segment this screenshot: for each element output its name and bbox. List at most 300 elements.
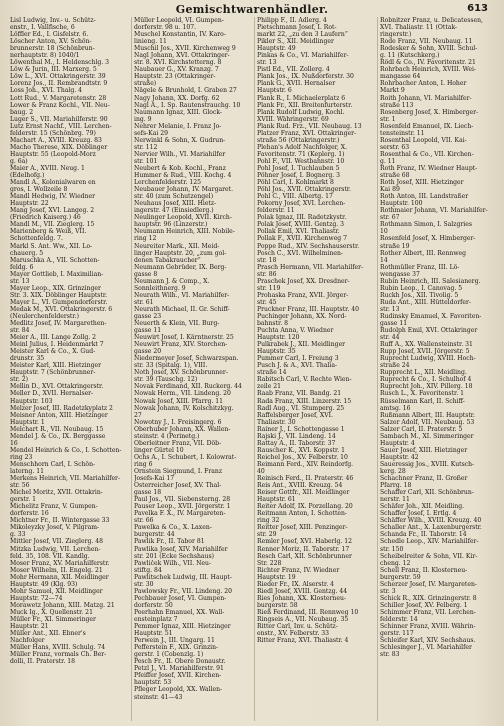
directory-entry: Rieder Fr., IX. Alserstr. 4: [257, 580, 334, 588]
directory-entry: Raffelsberger Josef, XVI.: [257, 411, 333, 419]
directory-entry: (Friedrich Kaiserg.) 46: [10, 214, 81, 222]
directory-entry: Rothmann Simon, I. Salzgries: [380, 221, 472, 229]
directory-column-3: [254, 17, 377, 721]
directory-entry: Pawliček Wilh., VII. Neu-: [134, 559, 212, 567]
directory-entry: 40: [257, 468, 265, 475]
directory-entry: Nägele & Brunhold, I. Graben 27: [134, 87, 237, 95]
directory-entry: Nervier Wilh., VI. Mariahilfer: [134, 150, 226, 158]
directory-entry: Plank G., XVII. Hernalser: [257, 80, 336, 88]
page-header: [0, 0, 504, 18]
directory-entry: Robnitzer Franz, u. Delicatessen,: [380, 17, 483, 24]
directory-entry: feld. 35, 108. VII. Kandlg.: [10, 552, 90, 560]
directory-entry: Rosenthal Leopold, VII. Kai-: [380, 136, 467, 144]
directory-entry: Pollak F., XVII. Kirchenweg 7: [257, 235, 348, 243]
directory-entry: burgerstr. 59: [380, 573, 421, 581]
directory-entry: Österreicher Josef, XV. Thal-: [134, 482, 222, 490]
directory-entry: g. 11 (Kutschkerg.): [380, 52, 440, 60]
directory-entry: hauptstr. 96 (Linzerstr.): [134, 221, 208, 229]
directory-entry: Ruprecht & Co., I. Schulhof 4: [380, 376, 472, 384]
directory-entry: Rother Albert, III. Rennweg: [380, 249, 467, 257]
directory-entry: Rosenfeld Emanuel, IX. Liech-: [380, 122, 474, 130]
directory-column-2: [131, 17, 254, 721]
directory-entry: Lerchenfelderstr. 125: [134, 179, 201, 187]
directory-entry: Pöhl Jos., XVII. Ottakringerstr.: [257, 186, 351, 194]
directory-entry: str. 40 (zum Schutzengel): [134, 193, 214, 201]
directory-entry: Mohr Samuel, XII. Meidlinger: [10, 587, 103, 595]
directory-entry: Rode Franz, VII. Neubaug. 11: [380, 38, 473, 46]
directory-entry: Rattay A., II. Taborstr. 37: [257, 439, 336, 447]
directory-entry: Hauptstr. 72—74: [10, 594, 63, 602]
directory-entry: Hauptstr. 4: [380, 439, 415, 447]
directory-entry: str. 39 (Tauschg. 12): [134, 376, 198, 384]
directory-entry: Hauptstr. 100: [380, 200, 423, 208]
directory-entry: str. 13: [257, 59, 277, 67]
directory-entry: Rosenfeld Josef, X. Himberger-: [380, 235, 476, 243]
directory-entry: Ochs A., I. Schubert, I. Kolowrat-: [134, 453, 237, 461]
directory-entry: str. 84: [10, 327, 30, 335]
directory-entry: Nagy Johann, XX. Dorfg. 62: [134, 94, 220, 102]
directory-entry: Perwein J., III. Ungarg. 11: [134, 637, 215, 645]
directory-entry: Ruckh Jos., XII. Tivolig. 5: [380, 291, 459, 299]
directory-entry: Neurath Wilh., VI. Mariahilfer-: [134, 291, 230, 299]
directory-entry: Meisner Anton, XIII. Hietzinger: [10, 411, 108, 419]
directory-entry: Rußmann Albert, III. Hauptstr.: [380, 411, 475, 419]
directory-entry: gasse 23: [134, 312, 162, 320]
directory-entry: ing. 9: [134, 115, 152, 123]
directory-entry: Nowak Herm., VII. Lindeng. 20: [134, 390, 231, 398]
directory-entry: felderstr. 11: [257, 207, 295, 215]
directory-entry: Neuhaus Josef, XIII. Hietz-: [134, 200, 217, 208]
directory-entry: Niedermeyer Josef, Schwarzspan.: [134, 355, 239, 363]
directory-entry: bahnstr. 8: [257, 320, 288, 328]
directory-entry: steinstr. 41—43: [134, 693, 183, 701]
directory-entry: g. 33: [10, 531, 26, 539]
directory-entry: str. 13: [380, 305, 400, 313]
directory-entry: Salzer Carl, II. Praterstr. 5: [380, 425, 463, 433]
directory-entry: Roith Johann, VI. Mariahilfer-: [380, 94, 472, 102]
directory-entry: kerg. 28: [380, 468, 406, 475]
directory-entry: Markt 9: [380, 87, 405, 95]
directory-entry: Reinisch Ferd., II. Praterstr. 46: [257, 475, 354, 483]
directory-entry: Meier A., III. Lange Zollg. 2: [10, 334, 97, 342]
directory-entry: Prasch Hermann, VII. Mariahilfer-: [257, 263, 364, 271]
directory-entry: Hauptstr. 6: [257, 87, 292, 95]
directory-entry: Merkens Heinrich, VII. Mariahilfer-: [10, 475, 121, 483]
directory-entry: Mang Josef, XVI. Langeg. 2: [10, 207, 95, 215]
directory-entry: Hauptstr. 7 (Schönbrunner-: [10, 369, 96, 377]
directory-entry: Hauptstr. 55 (Leopold-Morz: [10, 150, 96, 158]
directory-entry: Neuerth & Klein, VII. Burg-: [134, 320, 220, 328]
directory-entry: str. 45: [257, 298, 277, 306]
directory-entry: Pechbauer Josef, VI. Gumpen-: [134, 594, 227, 602]
directory-entry: Reiter Adolf, IX. Porzellang. 20: [257, 503, 353, 511]
directory-entry: ring 6: [134, 460, 153, 468]
directory-entry: Hauptstr. 49: [257, 45, 296, 53]
directory-entry: Naumann Ignaz, XIII. Glock-: [134, 108, 223, 116]
directory-entry: str. 83: [380, 651, 400, 659]
directory-entry: Oberhuber Johann, XX. Wallen-: [134, 425, 231, 433]
directory-entry: Löscher Anton, XV. Schön-: [10, 38, 92, 46]
directory-entry: Rothmüller Franz, III. Lö-: [380, 263, 460, 271]
directory-entry: serstr. 63: [380, 143, 410, 151]
directory-entry: Rada Franz, XIII. Linzerstr. 15: [257, 397, 352, 405]
directory-entry: gasse 11: [134, 327, 162, 335]
directory-entry: Renner Moriz, II. Taborstr. 17: [257, 545, 350, 553]
directory-entry: str. 33 (Spitalg. 1), VIII.: [134, 362, 208, 370]
directory-entry: Pauser Leop., XVII. Jörgerstr. 1: [134, 503, 231, 511]
directory-entry: Reitter Josef, XIII. Penzinger-: [257, 524, 348, 532]
directory-entry: Pistl Ed., VII. Zollerg. 4: [257, 66, 330, 74]
directory-entry: mangasse 64: [380, 73, 421, 81]
directory-entry: str. 8. XVI. Kirchstetterng. 8: [134, 59, 222, 67]
directory-entry: nerhauptstr. 8) 1040/1: [10, 52, 80, 60]
directory-entry: Meller D., XVII. Hernalser-: [10, 390, 94, 398]
directory-entry: Löwenthal M., I. Heldenschlg. 3: [10, 59, 110, 67]
directory-entry: Plank Rud. Frz., VII. Neubaug. 13: [257, 122, 362, 130]
directory-entry: Meister Karl, XIII. Hietzinger: [10, 362, 102, 370]
directory-entry: Pawelka & Co., X. Laxen-: [134, 524, 212, 532]
directory-entry: Philipp F., II. Adlerg. 4: [257, 17, 327, 24]
directory-entry: Maruschka A., VII. Schotten-: [10, 256, 100, 264]
directory-entry: Luger S., VII. Mariahilferstr. 90: [10, 115, 108, 123]
page-number: 613: [467, 3, 488, 14]
directory-entry: Str. 3. XIX. Döblinger Hauptstr.: [10, 291, 108, 299]
directory-entry: gerstr. 1 (Cobenzlg. 1): [134, 651, 204, 659]
directory-entry: Hauptstr. 35: [257, 348, 296, 356]
directory-entry: baug. 2: [10, 108, 34, 116]
directory-entry: burgerstr. 44: [134, 531, 175, 539]
directory-entry: Nowak Johann, IV. Kolschitzkyg.: [134, 404, 234, 412]
directory-entry: Sonnleithnerg. 9: [134, 284, 186, 292]
directory-entry: Plank R., I. Michaelerplatz 6: [257, 94, 346, 102]
directory-entry: dorferstr. 16: [10, 510, 49, 518]
directory-entry: Macho Therese, XIX. Döblinger: [10, 143, 108, 151]
directory-entry: Pollak Emil, XVI. Thaliastr.: [257, 228, 340, 236]
directory-entry: Rusch L., X. Favoritenstr. 1: [380, 390, 464, 398]
directory-entry: Pulkrabek J., XII. Meidlinger: [257, 341, 346, 349]
directory-entry: amtsg. 16: [380, 404, 411, 412]
directory-entry: Schachner Franz, II. Großer: [380, 475, 468, 483]
directory-entry: Pawlik Fr., II. Tabor 81: [134, 538, 205, 546]
directory-entry: Hummer & Rud., VIII. Kochg. 4: [134, 172, 232, 180]
directory-entry: Kai 89: [380, 186, 400, 194]
directory-entry: linger Gürtel 10: [134, 446, 184, 454]
directory-entry: Scheibelreiter & Sohn, VII. Kir-: [380, 552, 478, 560]
directory-entry: Pinkas & Co., VI. Mariahilfer-: [257, 52, 349, 60]
directory-entry: Hauptstr. 42: [380, 453, 419, 461]
directory-entry: straße 14: [257, 369, 287, 377]
directory-entry: Schlesinger J., VI. Mariahilfer: [380, 644, 472, 652]
directory-entry: str. 1: [380, 115, 396, 123]
directory-entry: g. 6a): [10, 157, 28, 165]
directory-entry: Medlitz Josef, IV. Margarethen-: [10, 320, 107, 328]
directory-entry: Rieß Ferdinand, III. Rennweg 10: [257, 608, 359, 616]
directory-entry: (Edelhofg.): [10, 172, 45, 180]
directory-entry: Paul Jos., VII. Siebensterng. 28: [134, 496, 231, 504]
directory-entry: Nachfolger: [10, 637, 45, 645]
directory-entry: Plank Fr., XII. Breitenfurterstr.: [257, 101, 353, 109]
page-title: Gemischtwarenhändler.: [175, 3, 329, 16]
directory-entry: ring 23: [10, 453, 33, 461]
directory-entry: str. 13: [10, 277, 30, 285]
directory-entry: Raab Franz, VII. Bandg. 21: [257, 390, 342, 398]
directory-entry: Machart A., XVIII. Kreuzg. 83: [10, 136, 102, 144]
directory-entry: Sambach M., XI. Simmeringer: [380, 432, 474, 440]
directory-entry: markt 22, „zu den 3 Laufern“: [257, 31, 348, 39]
directory-entry: brunnerstr. 18 (Schönbrun-: [10, 45, 95, 53]
directory-entry: linieng. 11: [134, 38, 167, 46]
directory-entry: dorferstr. 98 u. 107.: [134, 24, 197, 32]
directory-entry: linger Hauptstr. 20, „zum gol-: [134, 249, 227, 257]
directory-entry: Neumann Heinrich, XIII. Nobile-: [134, 228, 235, 236]
directory-entry: str. 61: [134, 298, 154, 306]
directory-entry: Pummer Carl, I. Freiung 3: [257, 355, 339, 363]
directory-entry: Rüsselmann Karl, II. Schiff-: [380, 397, 465, 405]
directory-entry: Pemmer Ignaz, XIII. Hietzinger: [134, 623, 231, 631]
directory-entry: Salzer Adolf, VII. Neubaug. 53: [380, 418, 475, 426]
directory-entry: drunstr. 35: [10, 355, 45, 363]
directory-entry: Pawlika Josef, XIV. Mariahilfer: [134, 545, 228, 553]
directory-entry: Lisl Ludwig, Inv.- u. Schütz-: [10, 17, 96, 24]
directory-entry: Neubauer Johann, IV. Margaret.: [134, 186, 234, 194]
directory-entry: Moser Wilhelm, II. Engelg. 21: [10, 566, 103, 574]
directory-entry: Puchta Anna, V. Wiedner: [257, 327, 334, 335]
directory-entry: Schell Franz, II. Klosterneu-: [380, 566, 468, 574]
directory-entry: XVIII. Währingerstr. 69: [257, 115, 329, 123]
directory-entry: straße 24: [380, 362, 410, 370]
directory-entry: Oberleitner Franz, VII. Döb-: [134, 439, 222, 447]
directory-entry: wengasse 37: [380, 270, 420, 278]
directory-entry: feldg. 6: [10, 263, 34, 271]
directory-entry: Rosenthal & Co., VII. Kirchen-: [380, 150, 474, 158]
directory-entry: dorferstr. 50: [134, 601, 173, 609]
directory-entry: straße 68: [380, 172, 410, 180]
directory-entry: Pietschmann Josef, I. Rot-: [257, 24, 337, 32]
directory-entry: Polak Ignaz, III. Radetzkystr.: [257, 214, 347, 222]
directory-entry: Muck Ig., X. Quellenstr. 21: [10, 608, 93, 616]
directory-entry: Ritter Franz, XVI. Thaliastr. 4: [257, 637, 349, 645]
directory-entry: Pfeiffer Josef, XVII. Kirchen-: [134, 672, 222, 680]
directory-entry: Michel Moritz, XVII. Ottakrin-: [10, 489, 103, 497]
directory-entry: Naubauer G., XV. Kranzg. 7: [134, 66, 219, 74]
directory-entry: Plank Jos., IX. Nußdorferstr. 30: [257, 73, 354, 81]
directory-entry: Ruda Ant., XIII. Hütteldorfer-: [380, 298, 472, 306]
directory-entry: str. 201 (Ecke Sechshaus): [134, 552, 214, 560]
directory-entry: ensteinplatz 7: [134, 615, 178, 623]
directory-entry: Sauer Josef, XIII. Hietzinger: [380, 446, 468, 454]
directory-entry: Prohaska Franz, XVII. Jörger-: [257, 291, 349, 299]
directory-entry: Rohrbach Heinrich, XVIII. Wei-: [380, 66, 476, 74]
directory-entry: Mayer Gottlieb, I. Maximilian-: [10, 270, 104, 278]
directory-entry: Hauptstr. 49 (Klg. 93): [10, 580, 78, 588]
directory-entry: str. 18: [257, 256, 277, 264]
directory-entry: Polak Josef, XVIII. Gentzg. 3: [257, 221, 345, 229]
directory-entry: Schaffer Carl, XII. Schönbrun-: [380, 489, 474, 497]
directory-entry: Pöhner Josef, I. Bognerg. 3: [257, 172, 341, 180]
directory-entry: Remler Josef, XVI. Haberlg. 12: [257, 538, 353, 546]
directory-entry: Meister Karl & Co., X. Gud-: [10, 348, 96, 356]
directory-entry: Mendel J. & Co., IX. Berggasse: [10, 432, 106, 440]
directory-entry: ingerstr. 47 (Einsiedlerg.): [134, 207, 214, 215]
directory-entry: cheng. 12: [380, 559, 411, 567]
directory-entry: Plehan's Adolf Nachfolger, X.: [257, 143, 348, 151]
directory-entry: 10: [380, 228, 388, 236]
directory-entry: Lower & Franz Kochl., VII. Neu-: [10, 101, 110, 109]
directory-entry: tensteinstr. 11: [380, 129, 425, 137]
directory-entry: Reimann Ferd., XIV. Reindorfg.: [257, 460, 354, 468]
directory-entry: Pavelka F. X., IV. Margareten-: [134, 510, 226, 518]
directory-entry: Reitmann Anton, I. Schotten-: [257, 510, 347, 518]
directory-entry: Pawlitschek Ludwig, III. Haupt-: [134, 573, 232, 581]
directory-entry: Richter Franz, IV. Wiedner: [257, 566, 340, 574]
directory-entry: nerstr. 11: [380, 496, 410, 504]
directory-entry: Mikoleyzky Josef, V. Pilgram-: [10, 524, 100, 532]
directory-entry: Hauptstr. 51: [134, 630, 173, 638]
directory-entry: Ornstein Siegmund, I. Franz: [134, 468, 223, 475]
directory-entry: Neurath Michael, II. Gr. Schiff-: [134, 305, 230, 313]
directory-entry: str. 101: [134, 157, 158, 165]
directory-entry: str. 66: [134, 517, 154, 525]
directory-entry: laterng. 11: [10, 468, 45, 475]
directory-entry: Novak Ferdinand, XII. Ruckerg. 44: [134, 383, 242, 391]
directory-entry: Pruckner Franz, III. Hauptstr. 40: [257, 305, 359, 313]
directory-entry: 14: [380, 256, 388, 264]
directory-entry: Mittler Josef, VII. Zieglerg. 48: [10, 538, 104, 546]
directory-entry: Hauptstr. 103: [10, 397, 53, 405]
directory-entry: Rubin Leop., I. Canovag. 5: [380, 284, 463, 292]
directory-entry: straße): [134, 80, 157, 88]
directory-entry: Reiser Gottfr., XII. Meidlinger: [257, 489, 350, 497]
directory-entry: Roth Franz, IV. Wiedner Haupt-: [380, 164, 478, 172]
directory-entry: Mandl Hedwig, IV. Wiedner: [10, 193, 96, 201]
directory-entry: Hauptstr. 22: [10, 200, 49, 208]
directory-entry: Rupp Josef, XVII. Jörgerstr. 5: [380, 348, 470, 356]
directory-entry: Löw & Jurin, III. Marxerg. 5: [10, 66, 97, 74]
directory-entry: Pohl F., VII. Westbahnstr. 10: [257, 157, 345, 165]
directory-entry: Meinl Julius, I. Heidenmarkt 7: [10, 341, 104, 349]
directory-entry: Nehrer Melanie, I. Franz Jo-: [134, 122, 222, 130]
directory-entry: gros, I. Wollzeile 8: [10, 186, 68, 194]
directory-entry: Ruff A., XX. Wallensteinstr. 31: [380, 341, 473, 349]
directory-entry: Roth Anton, III. Landstraßer: [380, 193, 469, 201]
directory-entry: Rothmaier Johann, VI. Mariahilfer-: [380, 207, 488, 215]
directory-entry: Nowotny J., I. Freisingerg. 6: [134, 418, 222, 426]
directory-entry: Lott Rud., V. Margaretenstr. 28: [10, 94, 107, 102]
directory-entry: Hauptstr. 21: [10, 623, 49, 631]
directory-entry: Moser Franz, XV. Mariahilferstr.: [10, 559, 110, 567]
directory-entry: dolli, II. Praterstr. 18: [10, 658, 76, 666]
directory-entry: str. 30: [134, 580, 154, 588]
directory-columns: [8, 17, 500, 721]
directory-entry: Neulinger Leopold, XVII. Kirch-: [134, 214, 232, 222]
directory-entry: Reichel Jos., XV. Felberstr. 10: [257, 453, 348, 461]
directory-entry: Hauptstr. 61: [257, 496, 296, 504]
directory-entry: Pefferstein F., XIX. Grinzin-: [134, 644, 219, 652]
directory-entry: Saueressig Jos., XVIII. Kutsch-: [380, 460, 475, 468]
directory-entry: Medak M., XVI. Ottakringerstr. 6: [10, 305, 113, 313]
directory-entry: ring 12: [134, 235, 157, 243]
directory-entry: straße 56 (Ottakringerstr.): [257, 136, 340, 144]
directory-entry: gerstr. 117: [380, 630, 414, 638]
directory-entry: Müller Leopold, VI. Gumpen-: [134, 17, 224, 24]
directory-entry: Schedle Leop., XIV. Mariahilfer-: [380, 538, 479, 546]
directory-entry: Pfleger Leopold, XX. Wallen-: [134, 686, 223, 694]
directory-entry: Mendel Heinrich & Co., I. Schotten-: [10, 446, 122, 454]
directory-entry: Pawlowsky Fr., VII. Lindeng. 20: [134, 587, 232, 595]
directory-entry: Markl S. Ant. Ww., XII. Lo-: [10, 242, 93, 250]
directory-entry: Peerhahn Emanuel, XX. Wall-: [134, 608, 225, 616]
directory-entry: Löffler Ed., I. Gisfelstr. 6.: [10, 31, 89, 39]
directory-entry: XVI. Thaliastr. 11 (Ottak-: [380, 24, 458, 32]
directory-entry: Rosenberg Josef, X. Himberger-: [380, 108, 479, 116]
directory-entry: Neureiter Mark., XII. Meid-: [134, 242, 220, 250]
directory-entry: Maier A., XVIII. Neug. 1: [10, 164, 85, 172]
directory-entry: Pohl C., VIII. Albertg. 17: [257, 193, 333, 201]
directory-entry: straße 113: [380, 101, 414, 109]
directory-entry: gerstr. 1: [10, 496, 36, 504]
directory-entry: Ruprecht Joh., XIV. Pillerg. 18: [380, 383, 473, 391]
directory-entry: Thaliastr. 30: [257, 418, 296, 426]
directory-entry: sefs-Kai 29: [134, 129, 169, 137]
directory-entry: str. 2): [10, 376, 28, 384]
directory-entry: Ritter Carl, Inv. u. Schütz-: [257, 623, 338, 631]
directory-entry: Müller Hans, XVIII. Schulg. 74: [10, 644, 106, 652]
directory-entry: ring 32: [257, 517, 280, 525]
directory-entry: Pöhl Carl, I. Kohlmarkt 8: [257, 179, 334, 187]
directory-entry: Mellin D., XVI. Ottakringerstr.: [10, 383, 104, 391]
directory-entry: Müller Ant., XII. Ebner's: [10, 630, 86, 638]
directory-entry: Radl Aug., VI. Stumperg. 25: [257, 404, 345, 412]
directory-entry: Praschek Josef, XX. Dresdner-: [257, 277, 350, 285]
directory-entry: felderstr. 14: [380, 615, 418, 623]
directory-entry: straße 19: [380, 242, 410, 250]
directory-entry: Ringseis A., VII. Neubaug. 35: [257, 615, 349, 623]
directory-entry: Löw L., XVI. Ottakringerstr. 39: [10, 73, 106, 81]
directory-entry: Michtner Fr., II. Wintergasse 33: [10, 517, 110, 525]
directory-entry: Michelitz Franz, V. Gumpen-: [10, 503, 98, 511]
directory-entry: Rudolph Emil, XVI. Ottakringer: [380, 327, 478, 335]
directory-entry: Mayer L., VI. Gumpendorferstr.: [10, 298, 108, 306]
directory-entry: Hauptstr. 120: [257, 334, 300, 342]
directory-entry: str. 86: [257, 270, 277, 278]
directory-entry: Rudinsky Emanuel, X. Favoriten-: [380, 312, 482, 320]
directory-entry: str. 56: [10, 482, 30, 490]
directory-entry: Mitzka Ludwig, VII. Lerchen-: [10, 545, 101, 553]
directory-entry: Nagl Johann, XVI. Ottakringer-: [134, 52, 230, 60]
directory-entry: Rubin Heinrich, III. Salesianerg.: [380, 277, 481, 285]
directory-entry: Noth Josef, XV. Schönbrunner-: [134, 369, 228, 377]
directory-entry: Ries Johann, XX. Klosterneu-: [257, 594, 346, 602]
directory-entry: Pohl Josef, I. Tuchlauben 5: [257, 164, 340, 172]
directory-entry: ringerstr.): [380, 31, 412, 39]
directory-entry: Hauptstr. 19: [257, 573, 296, 581]
directory-entry: Schiller Josef, XV. Felberg. 1: [380, 601, 468, 609]
directory-entry: Favoritenstr. 71 (Keplerg. 1): [257, 150, 345, 158]
directory-entry: Morawetz Johann, XIII. Matzg. 21: [10, 601, 115, 609]
directory-entry: Rabitsch Carl, V. Rechte Wien-: [257, 376, 352, 384]
directory-entry: stiftg. 84: [134, 566, 162, 574]
directory-entry: Rödl & Co., IV. Favoritenstr. 21: [380, 59, 476, 67]
directory-entry: Posch C., XVI. Wilhelminen-: [257, 249, 343, 257]
directory-entry: Marienberg & Weiß, VII.: [10, 228, 87, 236]
directory-entry: Nowak Josef, XIII. Pfarrg. 11: [134, 397, 224, 405]
directory-entry: Rauscher K., XVI. Koppstr. 1: [257, 446, 346, 454]
directory-entry: gasse 11: [380, 320, 408, 328]
directory-entry: Menschhorn Carl, I. Schön-: [10, 460, 96, 468]
directory-entry: Platzer Franz, XVI. Ottakringer-: [257, 129, 357, 137]
directory-entry: Str. 228: [257, 559, 282, 567]
directory-entry: Mohr Hermann, XII. Meidlinger: [10, 573, 109, 581]
